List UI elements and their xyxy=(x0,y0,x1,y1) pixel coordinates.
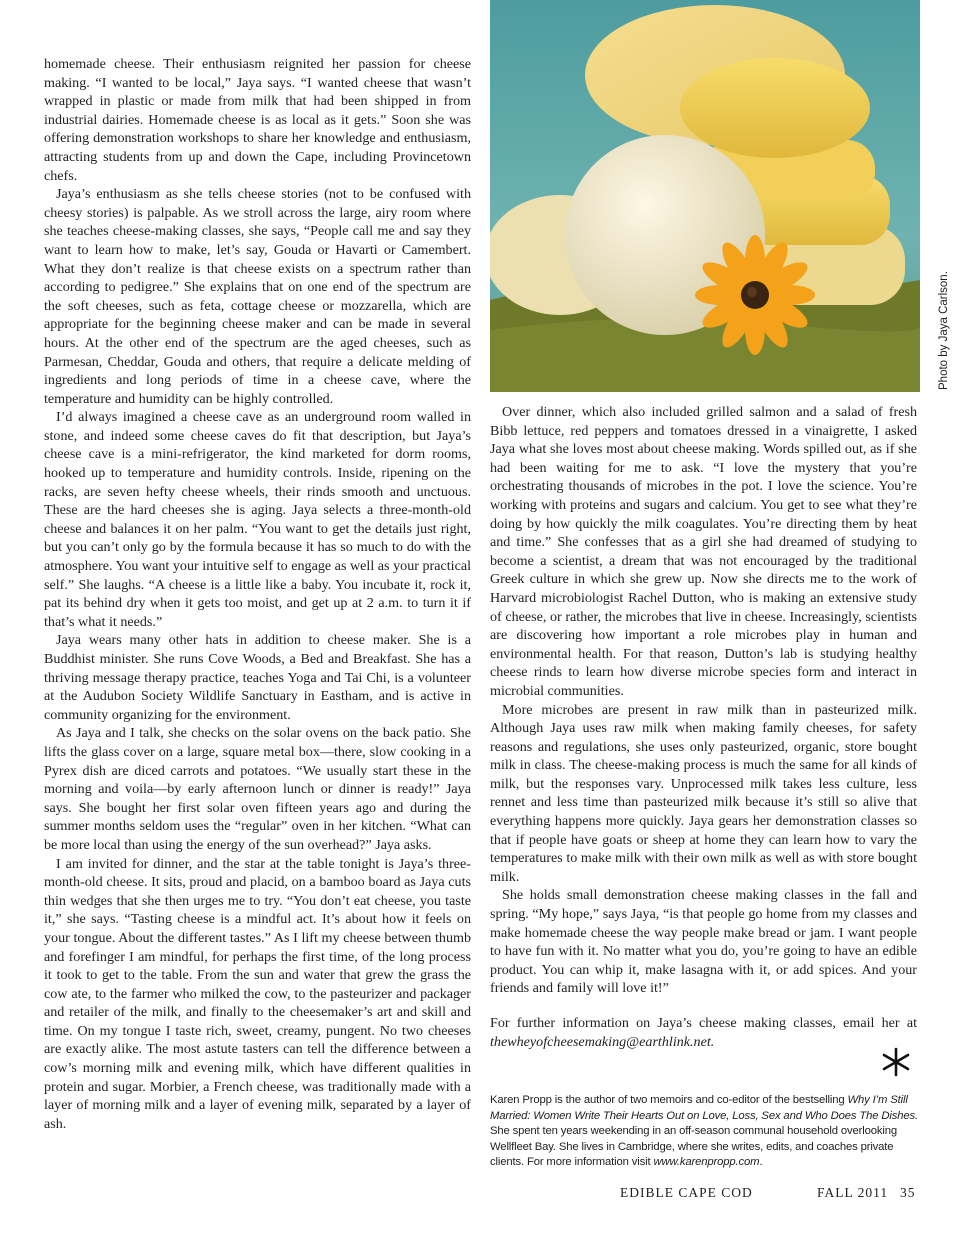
bio-text: She spent ten years weekending in an off-season communal household overlooking Wellfleet Bay. She lives in Cambridge, where she writes, edits, and coaches private clients. For more information visit xyxy=(490,1125,897,1169)
bio-text: Karen Propp is the author of two memoirs and co-editor of the bestselling xyxy=(490,1094,848,1106)
closing-text: For further information on Jaya’s cheese making classes, email her at xyxy=(490,1015,917,1031)
photo-credit: Photo by Jaya Carlson. xyxy=(938,271,950,390)
paragraph: I’d always imagined a cheese cave as an underground room walled in stone, and indeed some cheese caves do fit that description, but Jaya’s cheese cave is a mini-refrigerator, the kind marketed for dorm rooms, hooked up to temperature and humidity controls. Inside, ripening on the racks, are seven hefty cheese wheels, their rinds smooth and unctuous. These are the hard cheeses she is aging. Jaya selects a three-month-old cheese and balances it on her palm. “You want to get the details just right, but you can’t only go by the formula because it has so much to do with the atmosphere. You want your intuitive self to engage as well as your practical self.” She laughs. “A cheese is a little like a baby. You incubate it, rock it, pat its behind dry when it gets too moist, and get up at 2 a.m. to turn it if that’s what it needs.” xyxy=(44,409,471,630)
paragraph: Over dinner, which also included grilled salmon and a salad of fresh Bibb lettuce, red peppers and tomatoes dressed in a vinaigrette, I asked Jaya what she loves most about cheese making. Words spilled out, as if she had been waiting for me to ask. “I love the mystery that you’re orchestrating thousands of microbes in the pot. I love the science. You’re working with proteins and sugars and calcium. You get to see what they’re doing by how quickly the milk coagulates. You’re directing them by heat and time.” She confesses that as a girl she had dreamed of studying to become a scientist, a dream that was not encouraged by the traditional Greek culture in which she grew up. Now she directs me to the work of Harvard microbiologist Rachel Dutton, who is making an extensive study of cheese, or rather, the microbes that live in cheese. Increasingly, scientists are discovering how important a role microbes play in human and environmental health. For that reason, Dutton’s lab is studying healthy cheese rinds to learn how diverse microbe species form and interact in microbial communities. xyxy=(490,404,917,699)
bio-text: . xyxy=(759,1156,763,1169)
paragraph: Jaya’s enthusiasm as she tells cheese stories (not to be confused with cheesy stories) is palpable. As we stroll across the large, airy room where she teaches cheese-making classes, she says, “People call me and say they want to learn how to make, let’s say, Gouda or Havarti or Camembert. What they don’t realize is that cheese exists on a spectrum rather than according to pedigree.” She explains that on one end of the spectrum are the soft cheeses, such as feta, cottage cheese or mozzarella, which are appropriate for the beginning cheese maker and can be made in several hours. At the other end of the spectrum are the aged cheeses, such as Parmesan, Cheddar, Gouda and others, that require a delicate melding of ingredients and long periods of time in a cheese cave, where the temperature and humidity can be highly controlled. xyxy=(44,186,471,407)
paragraph: More microbes are present in raw milk than in pasteurized milk. Although Jaya uses raw milk when making family cheeses, for safety reasons and regulations, she uses only pasteurized, organic, store bought milk in class. The cheese-making process is much the same for all kinds of milk, but the responses vary. Unprocessed milk takes less culture, less rennet and less time than pasteurized milk because it’s still so alive that everything happens more quickly. Jaya gears her demonstration classes so that if people have goats or sheep at home they can learn how to vary the temperatures to make milk with their own milk as well as with store bought milk. xyxy=(490,701,917,885)
closing-paragraph xyxy=(490,1014,917,1051)
paragraph: She holds small demonstration cheese making classes in the fall and spring. “My hope,” says Jaya, “is that people go home from my classes and make homemade cheese the way people make bread or jam. I want people to have fun with it. No matter what you do, you’re going to have an edible product. You can whip it, make lasagna with it, or add spices. And your friends and family will love it!” xyxy=(490,887,917,997)
page-number: 35 xyxy=(900,1185,916,1200)
paragraph: As Jaya and I talk, she checks on the solar ovens on the back patio. She lifts the glass cover on a large, square metal box—there, slow cooking in a Pyrex dish are diced carrots and potatoes. “We usually start these in the morning and voila—by early afternoon lunch or dinner is ready!” Jaya says. She bought her first solar oven fifteen years ago and during the summer months seldom uses the “regular” oven in her kitchen. “What can be more local than using the energy of the sun overhead?” Jaya asks. xyxy=(44,725,471,853)
issue-date: FALL 2011 xyxy=(817,1185,889,1200)
paragraph: I am invited for dinner, and the star at the table tonight is Jaya’s three-month-old cheese. It sits, proud and placid, on a bamboo board as Jaya cuts thin wedges that she then urges me to try. “You don’t eat cheese, you taste it,” she says. “Tasting cheese is a mindful act. It’s about how it feels on your tongue. About the different tastes.” As I lift my cheese between thumb and forefinger I am mindful, for perhaps the first time, of the long process it took to get to the table. From the sun and water that grew the grass the cow ate, to the farmer who milked the cow, to the pasteurizer and packager and retailer of the milk, and finally to the cheesemaker’s art and skill and time. On my tongue I taste rich, sweet, creamy, pungent. No two cheeses are exactly alike. The most astute tasters can tell the difference between a cow’s morning milk and evening milk, which have different qualities in protein and sugar. Morbier, a French cheese, was traditionally made with a layer of morning milk and a layer of evening milk, separated by a layer of ash. xyxy=(44,855,471,1132)
cheese-photo xyxy=(490,0,920,392)
article-column-left xyxy=(44,55,471,1133)
end-mark-icon xyxy=(880,1046,912,1078)
email-link[interactable]: thewheyofcheesemaking@earthlink.net. xyxy=(490,1033,715,1050)
book-title: Why I’m Still Married: Women Write Their Hearts Out on Love, Loss, Sex and Who Does The Dishes. xyxy=(490,1094,918,1122)
paragraph: Jaya wears many other hats in addition to cheese maker. She is a Buddhist minister. She runs Cove Woods, a Bed and Breakfast. She has a thriving message therapy practice, teaches Yoga and Tai Chi, is a volunteer at the Audubon Society Wildlife Sanctuary in Eastham, and is active in community organizing for the environment. xyxy=(44,632,471,723)
publication-name: EDIBLE CAPE COD xyxy=(620,1185,753,1200)
article-column-right xyxy=(490,403,917,1051)
author-bio xyxy=(490,1093,920,1171)
author-website-link[interactable]: www.karenpropp.com xyxy=(653,1156,760,1169)
paragraph: homemade cheese. Their enthusiasm reignited her passion for cheese making. “I wanted to be local,” Jaya says. “I wanted cheese that wasn’t wrapped in plastic or made from milk that had been shipped in from industrial dairies. Homemade cheese is as local as it gets.” Soon she was offering demonstration workshops to share her knowledge and enthusiasm, attracting students from up and down the Cape, including Provincetown chefs. xyxy=(44,56,471,184)
